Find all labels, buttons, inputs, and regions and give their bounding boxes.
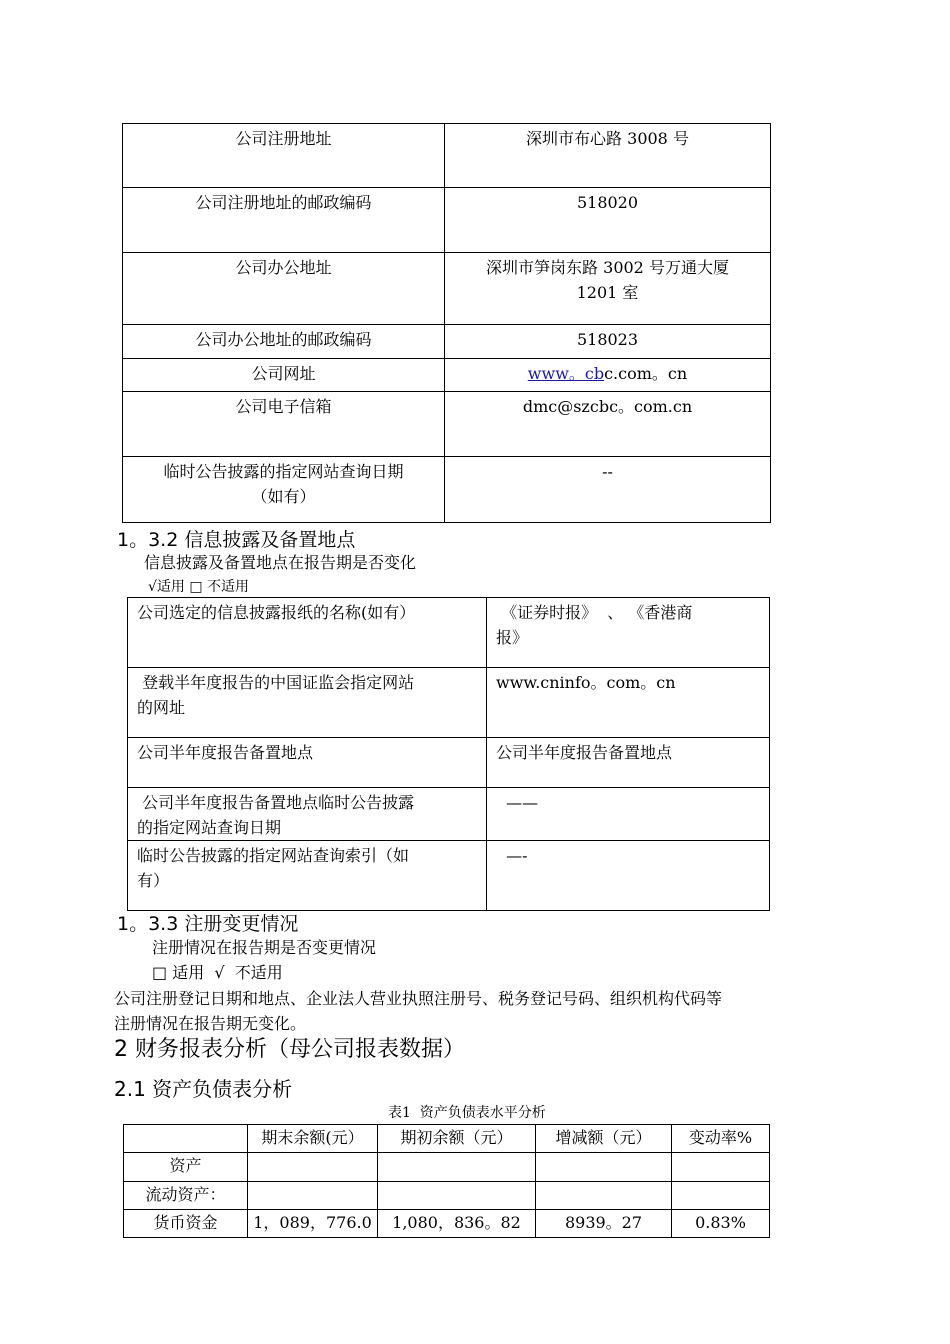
- cell: [378, 1182, 536, 1210]
- header-cell: 期初余额（元）: [378, 1125, 536, 1153]
- row-label: [123, 457, 445, 523]
- row-label: 公司电子信箱: [123, 392, 445, 457]
- header-cell: 变动率%: [672, 1125, 770, 1153]
- website-link[interactable]: www。cb: [527, 364, 605, 383]
- row-value: [445, 359, 771, 392]
- cell: 1,080，836。82: [378, 1210, 536, 1238]
- header-cell: [124, 1125, 248, 1153]
- row-label: [128, 668, 487, 738]
- table-header-row: [124, 1125, 770, 1153]
- row-label: 公司注册地址: [123, 124, 445, 188]
- row-value: —-: [487, 841, 770, 911]
- table-row: [128, 738, 770, 788]
- website-text: c.com。cn: [604, 364, 688, 383]
- table-row: [128, 841, 770, 911]
- disclosure-option: √适用 □ 不适用: [148, 579, 250, 595]
- cell: 8939。27: [536, 1210, 672, 1238]
- cell: 0.83%: [672, 1210, 770, 1238]
- header-cell: 增减额（元）: [536, 1125, 672, 1153]
- row-label-line2: 的指定网站查询日期: [137, 818, 282, 837]
- row-label: [128, 788, 487, 841]
- section-heading-2: 2 财务报表分析（母公司报表数据）: [114, 1037, 465, 1062]
- row-value-line1: 深圳市笋岗东路 3002 号万通大厦: [486, 258, 729, 277]
- disclosure-question: 信息披露及备置地点在报告期是否变化: [144, 553, 417, 572]
- row-label: 公司半年度报告备置地点: [128, 738, 487, 788]
- header-cell: 期末余额(元）: [248, 1125, 378, 1153]
- row-value: [445, 253, 771, 325]
- table-row: [124, 1182, 770, 1210]
- registration-paragraph-line2: 注册情况在报告期无变化。: [114, 1014, 307, 1033]
- row-label-line2: （如有）: [251, 487, 316, 506]
- table-row: [123, 325, 771, 359]
- table-row: [128, 788, 770, 841]
- table-row: [123, 392, 771, 457]
- registration-change-option: □ 适用 √ 不适用: [152, 963, 283, 982]
- cell: [248, 1153, 378, 1182]
- section-heading-2-1: 2.1 资产负债表分析: [114, 1077, 293, 1101]
- cell: [672, 1153, 770, 1182]
- row-value: 518023: [445, 325, 771, 359]
- table-row: [123, 359, 771, 392]
- table-row: [123, 457, 771, 523]
- table-row: [123, 253, 771, 325]
- cell: [536, 1182, 672, 1210]
- section-heading-1-3-2: 1。3.2 信息披露及备置地点: [117, 529, 356, 551]
- row-label-line2: 有）: [137, 871, 170, 890]
- registration-change-question: 注册情况在报告期是否变更情况: [152, 938, 377, 957]
- balance-sheet-table: [123, 1124, 770, 1238]
- cell: [248, 1182, 378, 1210]
- cell: [672, 1182, 770, 1210]
- row-label: 公司选定的信息披露报纸的名称(如有）: [128, 598, 487, 668]
- row-value: ——: [487, 788, 770, 841]
- row-label-line2: 的网址: [137, 698, 186, 717]
- cell: 流动资产：: [124, 1182, 248, 1210]
- row-value-line2: 报》: [496, 628, 529, 647]
- cell: 资产: [124, 1153, 248, 1182]
- row-label: 公司网址: [123, 359, 445, 392]
- row-label-line1: 临时公告披露的指定网站查询索引（如: [137, 846, 410, 865]
- table-row: [123, 188, 771, 253]
- section-heading-1-3-3: 1。3.3 注册变更情况: [117, 913, 299, 935]
- row-value: 公司半年度报告备置地点: [487, 738, 770, 788]
- row-value-line1: 《证券时报》 、 《香港商: [496, 603, 693, 622]
- row-label: 公司办公地址: [123, 253, 445, 325]
- cell: 1，089，776.0: [248, 1210, 378, 1238]
- row-label-line1: 临时公告披露的指定网站查询日期: [163, 462, 404, 481]
- table-row: [124, 1210, 770, 1238]
- table-caption: 表1 资产负债表水平分析: [388, 1105, 546, 1121]
- row-label-line1: 公司半年度报告备置地点临时公告披露: [137, 793, 415, 812]
- row-value: 518020: [445, 188, 771, 253]
- disclosure-table: [127, 597, 770, 911]
- table-row: [123, 124, 771, 188]
- row-value: dmc@szcbc。com.cn: [445, 392, 771, 457]
- row-value: www.cninfo。com。cn: [487, 668, 770, 738]
- table-row: [124, 1153, 770, 1182]
- row-value: 深圳市布心路 3008 号: [445, 124, 771, 188]
- table-row: [128, 668, 770, 738]
- cell: 货币资金: [124, 1210, 248, 1238]
- registration-info-table: [122, 123, 771, 523]
- row-value-line2: 1201 室: [576, 283, 639, 302]
- row-label: 公司办公地址的邮政编码: [123, 325, 445, 359]
- cell: [536, 1153, 672, 1182]
- row-value: [487, 598, 770, 668]
- row-value: --: [445, 457, 771, 523]
- row-label-line1: 登载半年度报告的中国证监会指定网站: [137, 673, 415, 692]
- row-label: [128, 841, 487, 911]
- cell: [378, 1153, 536, 1182]
- registration-paragraph-line1: 公司注册登记日期和地点、企业法人营业执照注册号、税务登记号码、组织机构代码等: [114, 989, 723, 1008]
- table-row: [128, 598, 770, 668]
- row-label: 公司注册地址的邮政编码: [123, 188, 445, 253]
